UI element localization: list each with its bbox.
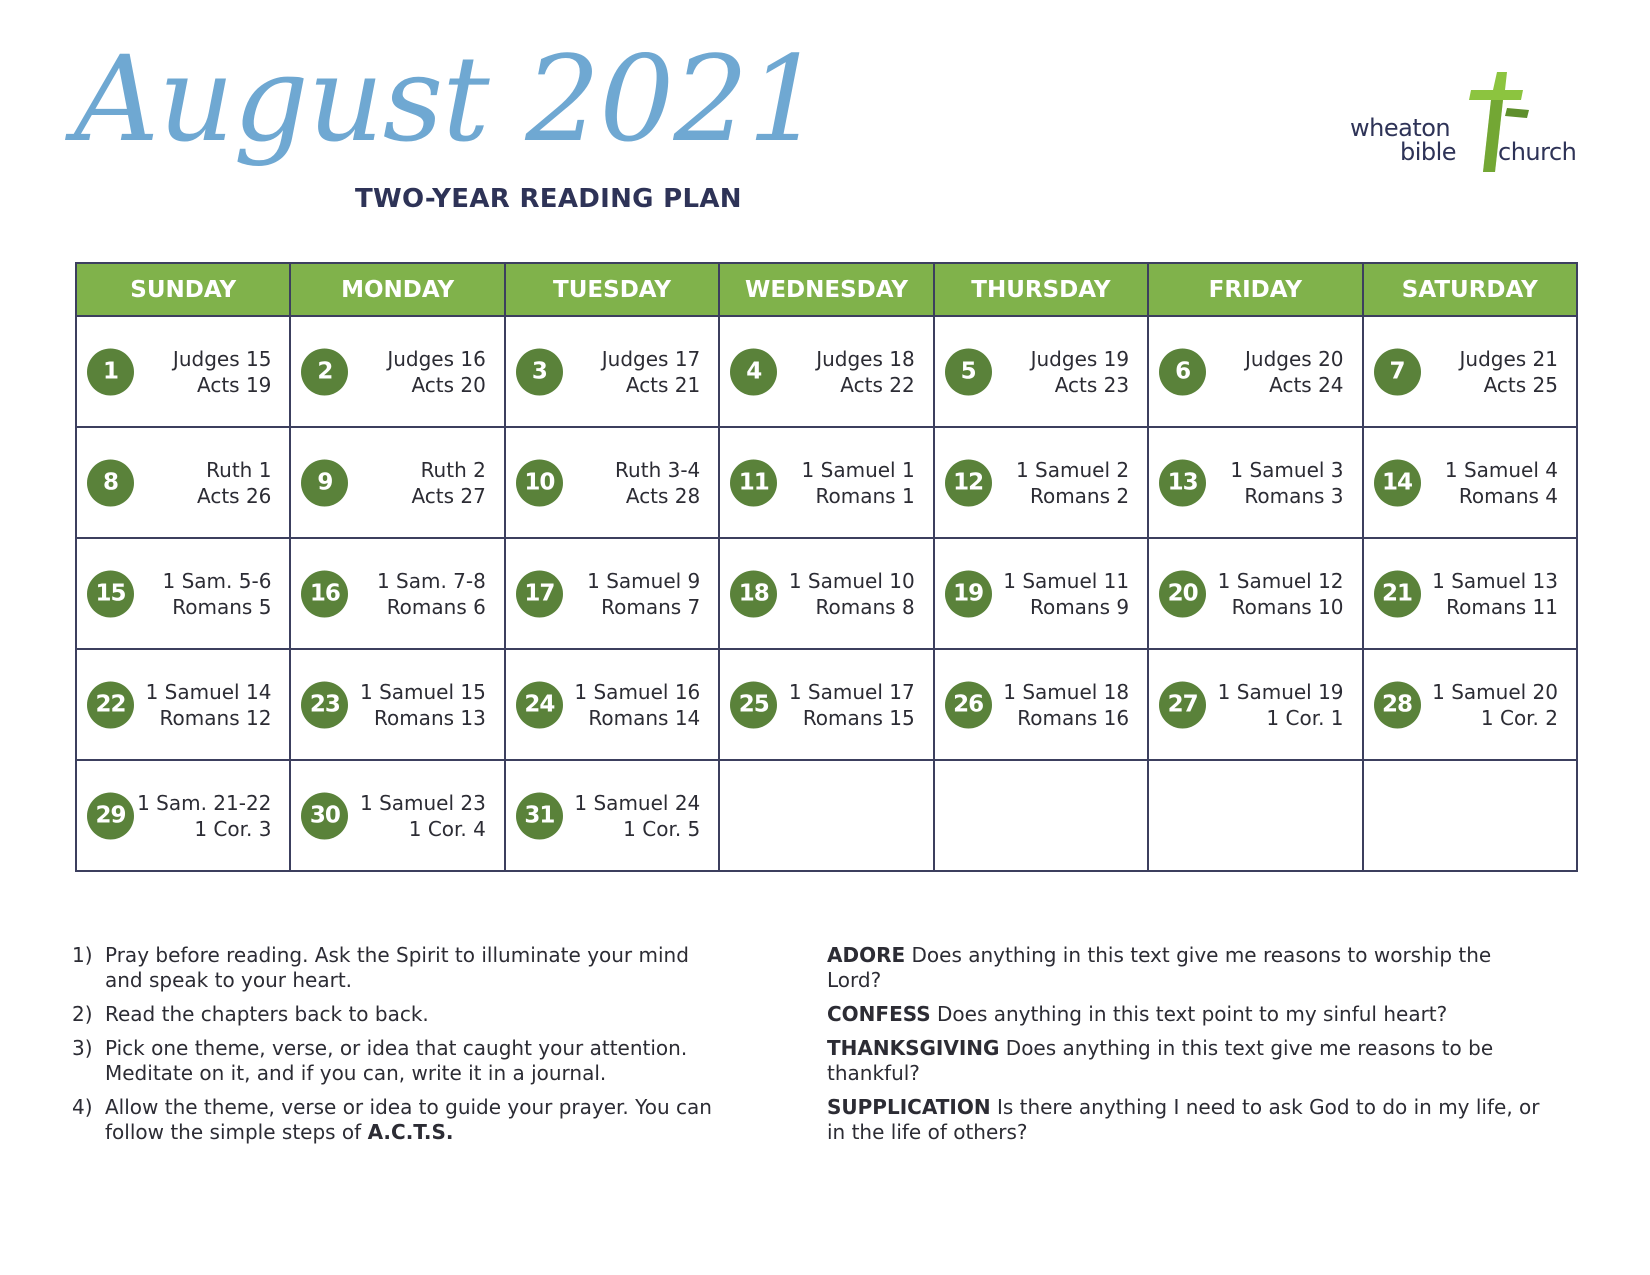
calendar-day-cell — [934, 538, 1148, 649]
weekday-tuesday: TUESDAY — [505, 263, 719, 316]
day-readings — [615, 457, 700, 509]
calendar-empty-cell — [934, 760, 1148, 871]
day-number-badge: 26 — [945, 681, 992, 728]
day-readings — [360, 679, 486, 731]
calendar-week-row — [76, 316, 1577, 427]
reading-line-1: 1 Sam. 21-22 — [137, 790, 272, 815]
day-number-badge: 20 — [1159, 570, 1206, 617]
acts-term: ADORE — [827, 943, 906, 967]
church-logo — [1350, 72, 1580, 187]
calendar-day-cell — [290, 316, 504, 427]
weekday-wednesday: WEDNESDAY — [719, 263, 933, 316]
acts-description: Does anything in this text point to my sinful heart? — [937, 1002, 1448, 1026]
reading-line-2: Romans 16 — [1017, 705, 1130, 730]
day-number-badge: 16 — [301, 570, 348, 617]
reading-line-1: 1 Samuel 9 — [587, 568, 701, 593]
calendar-day-cell — [719, 649, 933, 760]
calendar-day-cell — [934, 649, 1148, 760]
calendar-day-cell — [1363, 538, 1577, 649]
day-readings — [163, 568, 272, 620]
reading-line-1: Judges 21 — [1459, 346, 1558, 371]
calendar-day-cell — [290, 427, 504, 538]
reading-line-1: 1 Samuel 11 — [1003, 568, 1130, 593]
calendar-day-cell — [76, 649, 290, 760]
day-number-badge: 24 — [516, 681, 563, 728]
reading-line-1: Judges 16 — [387, 346, 486, 371]
calendar-day-cell — [76, 538, 290, 649]
calendar-week-row — [76, 760, 1577, 871]
reading-line-2: Romans 11 — [1446, 594, 1558, 619]
day-readings — [1245, 346, 1344, 398]
acts-term: SUPPLICATION — [827, 1095, 991, 1119]
logo-text-church: church — [1498, 138, 1577, 166]
day-number-badge: 23 — [301, 681, 348, 728]
acts-term: CONFESS — [827, 1002, 931, 1026]
reading-line-2: 1 Cor. 4 — [408, 816, 486, 841]
day-number-badge: 22 — [87, 681, 134, 728]
calendar-day-cell — [1148, 427, 1362, 538]
calendar-day-cell — [290, 760, 504, 871]
instruction-text: Read the chapters back to back. — [105, 1002, 429, 1026]
acts-guide — [827, 943, 1547, 1154]
calendar-day-cell — [505, 649, 719, 760]
calendar-day-cell — [505, 760, 719, 871]
weekday-header-row — [76, 263, 1577, 316]
reading-line-2: Acts 21 — [625, 372, 701, 397]
instruction-item — [72, 943, 732, 993]
day-number-badge: 27 — [1159, 681, 1206, 728]
reading-line-2: Romans 7 — [601, 594, 701, 619]
reading-line-2: 1 Cor. 3 — [194, 816, 272, 841]
weekday-monday: MONDAY — [290, 263, 504, 316]
reading-line-2: Romans 10 — [1231, 594, 1344, 619]
day-readings — [1218, 679, 1344, 731]
reading-line-1: 1 Samuel 3 — [1230, 457, 1344, 482]
reading-line-1: 1 Samuel 4 — [1444, 457, 1558, 482]
day-readings — [602, 346, 701, 398]
day-readings — [377, 568, 486, 620]
reading-line-1: 1 Samuel 23 — [359, 790, 486, 815]
day-readings — [146, 679, 272, 731]
reading-line-1: 1 Samuel 15 — [359, 679, 486, 704]
reading-line-1: Judges 17 — [601, 346, 701, 371]
instruction-number: 2) — [72, 1002, 93, 1026]
day-number-badge: 14 — [1374, 459, 1421, 506]
instruction-number: 3) — [72, 1036, 93, 1060]
day-readings — [387, 346, 486, 398]
day-number-badge: 30 — [301, 792, 348, 839]
day-number-badge: 11 — [730, 459, 777, 506]
instruction-number: 1) — [72, 943, 93, 967]
weekday-sunday: SUNDAY — [76, 263, 290, 316]
calendar-empty-cell — [1363, 760, 1577, 871]
reading-line-2: 1 Cor. 1 — [1266, 705, 1344, 730]
reading-line-2: Romans 9 — [1029, 594, 1130, 619]
day-readings — [574, 790, 700, 842]
day-number-badge: 13 — [1159, 459, 1206, 506]
reading-line-2: Romans 12 — [159, 705, 272, 730]
calendar-empty-cell — [1148, 760, 1362, 871]
reading-line-1: 1 Samuel 18 — [1003, 679, 1130, 704]
day-readings — [587, 568, 700, 620]
calendar-empty-cell — [719, 760, 933, 871]
reading-line-2: Acts 20 — [411, 372, 486, 397]
reading-line-2: Romans 6 — [386, 594, 486, 619]
day-readings — [1218, 568, 1344, 620]
reading-line-2: Acts 26 — [197, 483, 272, 508]
acts-description: Does anything in this text give me reasons to worship the Lord? — [827, 943, 1492, 992]
calendar-day-cell — [1363, 427, 1577, 538]
calendar-day-cell — [1363, 649, 1577, 760]
weekday-thursday: THURSDAY — [934, 263, 1148, 316]
calendar-day-cell — [719, 427, 933, 538]
calendar-day-cell — [505, 316, 719, 427]
calendar-day-cell — [934, 316, 1148, 427]
reading-line-2: Romans 14 — [588, 705, 701, 730]
calendar-day-cell — [76, 316, 290, 427]
calendar-day-cell — [1148, 538, 1362, 649]
weekday-friday: FRIDAY — [1148, 263, 1362, 316]
reading-line-1: 1 Samuel 19 — [1217, 679, 1344, 704]
instruction-item — [72, 1036, 732, 1086]
calendar-day-cell — [76, 760, 290, 871]
reading-line-1: 1 Samuel 1 — [801, 457, 915, 482]
reading-line-1: 1 Samuel 14 — [145, 679, 272, 704]
acts-item-thanksgiving — [827, 1036, 1547, 1086]
page-title: August 2021 — [74, 30, 822, 168]
reading-line-2: Acts 22 — [840, 372, 915, 397]
reading-line-2: Romans 3 — [1244, 483, 1344, 508]
reading-line-2: 1 Cor. 5 — [623, 816, 701, 841]
day-readings — [1460, 346, 1559, 398]
day-readings — [1432, 568, 1558, 620]
reading-line-1: 1 Samuel 20 — [1432, 679, 1558, 704]
day-number-badge: 5 — [945, 348, 992, 395]
day-readings — [411, 457, 485, 509]
day-readings — [1432, 679, 1558, 731]
reading-line-2: Romans 13 — [373, 705, 486, 730]
day-number-badge: 18 — [730, 570, 777, 617]
reading-line-1: 1 Samuel 13 — [1432, 568, 1558, 593]
day-number-badge: 9 — [301, 459, 348, 506]
day-readings — [816, 346, 915, 398]
day-readings — [1016, 457, 1129, 509]
day-number-badge: 12 — [945, 459, 992, 506]
reading-line-2: Romans 2 — [1029, 483, 1130, 508]
calendar-day-cell — [934, 427, 1148, 538]
day-number-badge: 8 — [87, 459, 134, 506]
page-subtitle: TWO-YEAR READING PLAN — [355, 184, 742, 214]
reading-line-1: Ruth 1 — [206, 457, 272, 482]
day-number-badge: 29 — [87, 792, 134, 839]
day-number-badge: 1 — [87, 348, 134, 395]
acts-item-confess — [827, 1002, 1547, 1027]
instruction-text: Allow the theme, verse or idea to guide your prayer. You can follow the simple steps of — [105, 1095, 712, 1144]
day-readings — [137, 790, 271, 842]
calendar-day-cell — [290, 538, 504, 649]
day-number-badge: 6 — [1159, 348, 1206, 395]
reading-line-2: 1 Cor. 2 — [1480, 705, 1558, 730]
acts-item-adore — [827, 943, 1547, 993]
reading-calendar — [75, 262, 1578, 872]
calendar-day-cell — [76, 427, 290, 538]
acts-description: Is there anything I need to ask God to do in my life, or in the life of others? — [827, 1095, 1540, 1144]
calendar-day-cell — [290, 649, 504, 760]
day-readings — [1445, 457, 1558, 509]
day-readings — [1031, 346, 1130, 398]
day-readings — [1003, 679, 1129, 731]
calendar-day-cell — [505, 538, 719, 649]
reading-line-1: 1 Samuel 12 — [1217, 568, 1344, 593]
calendar-week-row — [76, 649, 1577, 760]
reading-line-1: 1 Samuel 10 — [788, 568, 915, 593]
day-readings — [789, 679, 915, 731]
reading-line-1: Judges 19 — [1030, 346, 1130, 371]
reading-line-2: Romans 5 — [172, 594, 272, 619]
calendar-day-cell — [719, 316, 933, 427]
day-number-badge: 3 — [516, 348, 563, 395]
reading-line-1: Judges 15 — [172, 346, 272, 371]
instruction-item — [72, 1002, 732, 1027]
calendar-day-cell — [1148, 316, 1362, 427]
reading-line-1: 1 Sam. 7-8 — [376, 568, 486, 593]
reading-instructions — [72, 943, 732, 1154]
reading-line-2: Acts 23 — [1054, 372, 1130, 397]
reading-line-1: Judges 18 — [816, 346, 915, 371]
logo-text-bible: bible — [1400, 138, 1457, 166]
instruction-text: Pray before reading. Ask the Spirit to illuminate your mind and speak to your heart. — [105, 943, 689, 992]
reading-line-1: 1 Sam. 5-6 — [162, 568, 272, 593]
day-readings — [360, 790, 486, 842]
day-number-badge: 31 — [516, 792, 563, 839]
day-number-badge: 17 — [516, 570, 563, 617]
day-readings — [1003, 568, 1129, 620]
day-readings — [197, 457, 271, 509]
reading-line-2: Romans 1 — [815, 483, 915, 508]
day-number-badge: 2 — [301, 348, 348, 395]
reading-line-1: 1 Samuel 16 — [574, 679, 701, 704]
weekday-saturday: SATURDAY — [1363, 263, 1577, 316]
reading-line-1: 1 Samuel 24 — [574, 790, 701, 815]
day-readings — [1230, 457, 1343, 509]
reading-line-1: 1 Samuel 2 — [1015, 457, 1130, 482]
day-number-badge: 10 — [516, 459, 563, 506]
calendar-week-row — [76, 427, 1577, 538]
reading-line-2: Acts 28 — [625, 483, 701, 508]
instruction-text: Pick one theme, verse, or idea that caught your attention. Meditate on it, and if you can, write it in a journal. — [105, 1036, 688, 1085]
instruction-number: 4) — [72, 1095, 93, 1119]
day-number-badge: 28 — [1374, 681, 1421, 728]
calendar-day-cell — [1148, 649, 1362, 760]
day-number-badge: 19 — [945, 570, 992, 617]
reading-line-2: Romans 8 — [815, 594, 915, 619]
reading-line-1: Ruth 3-4 — [615, 457, 701, 482]
reading-line-2: Acts 25 — [1483, 372, 1558, 397]
reading-line-2: Acts 24 — [1269, 372, 1344, 397]
calendar-day-cell — [505, 427, 719, 538]
acts-term: THANKSGIVING — [827, 1036, 1000, 1060]
calendar-day-cell — [1363, 316, 1577, 427]
reading-line-2: Romans 15 — [802, 705, 915, 730]
logo-text-wheaton: wheaton — [1350, 114, 1451, 142]
reading-line-1: Judges 20 — [1245, 346, 1344, 371]
acts-acronym: A.C.T.S. — [367, 1120, 454, 1144]
reading-line-1: 1 Samuel 17 — [788, 679, 915, 704]
calendar-day-cell — [719, 538, 933, 649]
instruction-item — [72, 1095, 732, 1145]
day-readings — [574, 679, 700, 731]
day-readings — [789, 568, 915, 620]
acts-description: Does anything in this text give me reasons to be thankful? — [827, 1036, 1494, 1085]
day-readings — [802, 457, 915, 509]
day-number-badge: 4 — [730, 348, 777, 395]
reading-line-1: Ruth 2 — [420, 457, 486, 482]
calendar-week-row — [76, 538, 1577, 649]
day-number-badge: 15 — [87, 570, 134, 617]
reading-line-2: Acts 27 — [411, 483, 486, 508]
reading-line-2: Romans 4 — [1458, 483, 1558, 508]
day-readings — [173, 346, 272, 398]
day-number-badge: 7 — [1374, 348, 1421, 395]
acts-item-supplication — [827, 1095, 1547, 1145]
reading-line-2: Acts 19 — [197, 372, 272, 397]
day-number-badge: 25 — [730, 681, 777, 728]
day-number-badge: 21 — [1374, 570, 1421, 617]
